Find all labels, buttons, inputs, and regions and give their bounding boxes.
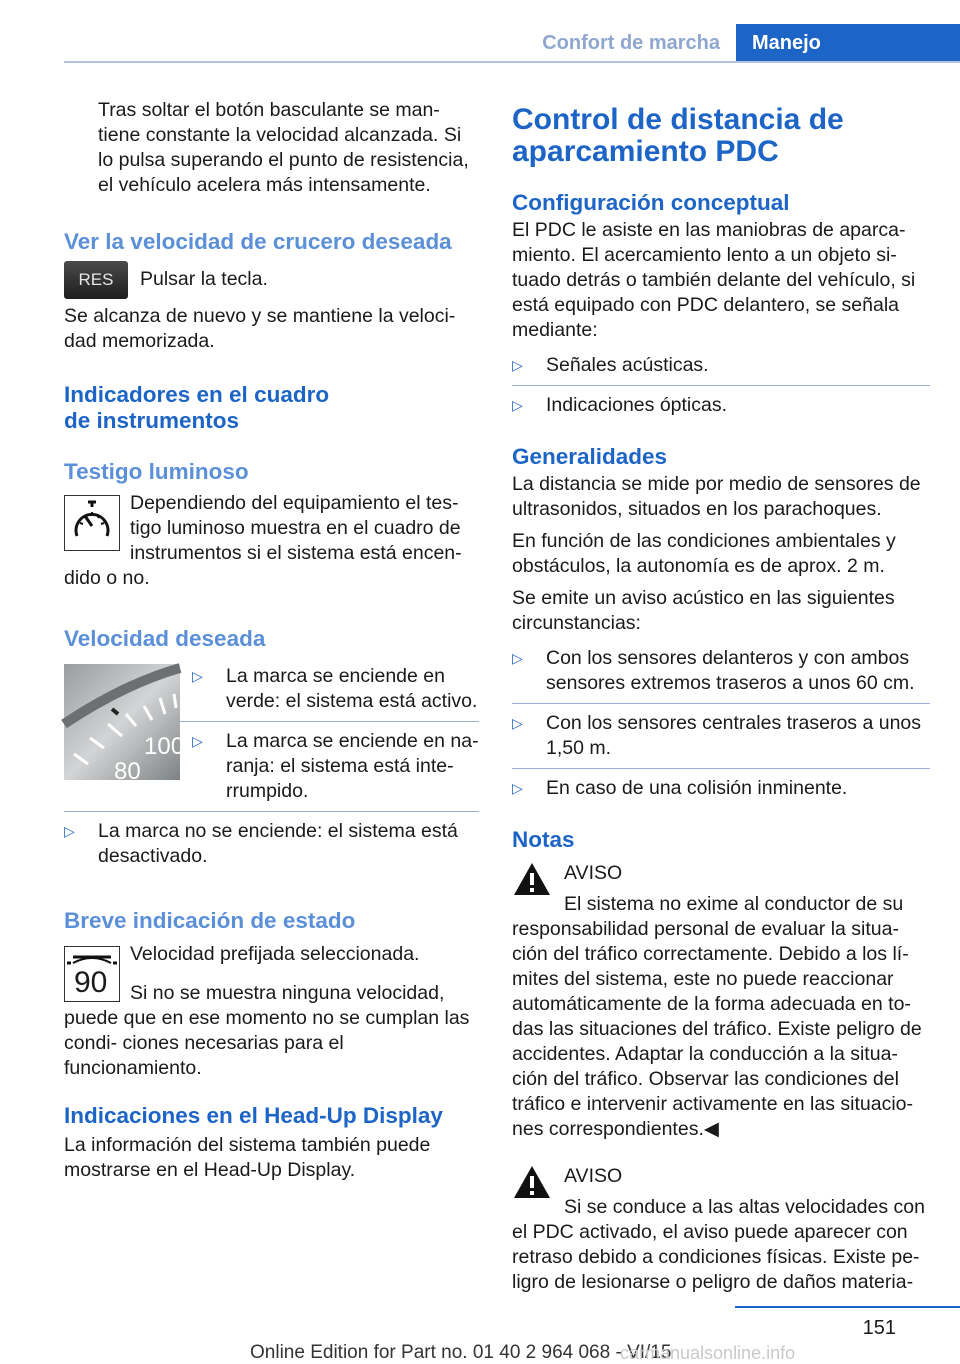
heading-indicators-line2: de instrumentos	[64, 408, 240, 433]
lamp-block	[64, 491, 479, 591]
intro-paragraph: Tras soltar el botón basculante se man‐ tiene constante la velocidad alcanzada. Si lo pulsa superando el punto de resistencia, el vehículo acelera más intensamente.	[98, 99, 469, 196]
warning-2-line1: Si se conduce a las altas velocidades con	[564, 1196, 925, 1218]
heading-hud: Indicaciones en el Head-Up Display	[64, 1103, 443, 1128]
warning-2-title: AVISO	[564, 1165, 623, 1187]
list-item	[512, 711, 930, 761]
page-number: 151	[862, 1317, 896, 1339]
list-item-text: La marca se enciende en na‐ ranja: el sistema está inte‐ rrumpido.	[226, 730, 479, 802]
list-divider	[64, 811, 479, 812]
general-paragraph-2: En función de las condiciones ambientales y obstáculos, la autonomía es de aprox. 2 m.	[512, 530, 896, 577]
left-column	[64, 98, 479, 1183]
warning-1-body: responsabilidad personal de evaluar la situa‐ ción del tráfico correctamente. Debido a los lí‐ mites del sistema, este no puede reaccionar automáticamente de la forma adecuada en to‐ das las situaciones del tráfico. Existe peligro de accidentes. Adaptar la conducción a la situa‐ ción del tráfico. Observar las condiciones del tráfico e intervenir activamente en las situacio‐ nes correspondientes.◀	[512, 918, 922, 1140]
status-icon-value: 90	[74, 966, 108, 999]
signal-list	[512, 353, 930, 418]
heading-indicators	[64, 382, 479, 434]
list-item-text: La marca se enciende en verde: el sistema está activo.	[226, 665, 478, 712]
list-item	[512, 776, 930, 801]
speedometer-image	[64, 664, 185, 785]
warning-note-2	[512, 1164, 930, 1295]
heading-desired-speed: Velocidad deseada	[64, 626, 266, 651]
status-block	[64, 942, 479, 999]
warning-conditions-list	[512, 646, 930, 801]
heading-general: Generalidades	[512, 444, 668, 469]
tab-confort-de-marcha[interactable]: Confort de marcha	[542, 31, 720, 54]
list-divider	[512, 703, 930, 704]
list-divider	[512, 385, 930, 386]
heading-notes: Notas	[512, 827, 575, 852]
list-item-text: En caso de una colisión inminente.	[546, 777, 848, 799]
footer-rule	[735, 1306, 960, 1308]
hud-paragraph: La información del sistema también puede mostrarse en el Head-Up Display.	[64, 1134, 431, 1181]
list-item-text: Indicaciones ópticas.	[546, 394, 728, 416]
lamp-text-line2: tigo luminoso muestra en el cuadro de	[130, 517, 461, 539]
list-item	[512, 353, 930, 378]
heading-status: Breve indicación de estado	[64, 908, 356, 933]
watermark: carmanualsonline.info	[620, 1343, 796, 1363]
recall-paragraph: Se alcanza de nuevo y se mantiene la veloci‐ dad memorizada.	[64, 305, 456, 352]
triangle-bullet-icon: ▷	[64, 823, 75, 839]
warning-triangle-icon	[512, 861, 552, 897]
list-divider	[512, 768, 930, 769]
heading-recall-speed: Ver la velocidad de crucero deseada	[64, 229, 452, 254]
lamp-text-line4: dido o no.	[64, 567, 150, 589]
edition-note: Online Edition for Part no. 01 40 2 964 068 - VI/15	[250, 1342, 672, 1363]
list-item	[192, 729, 479, 804]
heading-concept: Configuración conceptual	[512, 190, 790, 215]
heading-indicators-line1: Indicadores en el cuadro	[64, 382, 330, 407]
res-button-icon	[64, 261, 128, 299]
lamp-text-line3: instrumentos si el sistema está encen‐	[130, 542, 462, 564]
set-speed-status-icon	[64, 946, 120, 1002]
header-tabs	[542, 24, 960, 62]
warning-2-body: el PDC activado, el aviso puede aparecer con retraso debido a condiciones físicas. Existe pe‐ ligro de lesionarse o peligro de daños materia‐	[512, 1221, 920, 1293]
gauge-label-100: 100	[144, 733, 185, 760]
list-item-text: Señales acústicas.	[546, 354, 709, 376]
right-column	[512, 104, 930, 1295]
list-item	[192, 664, 479, 714]
warning-1-title: AVISO	[564, 862, 623, 884]
tab-manejo[interactable]: Manejo	[736, 24, 960, 62]
triangle-bullet-icon: ▷	[512, 397, 523, 413]
list-item-text: Con los sensores centrales traseros a unos 1,50 m.	[546, 712, 922, 759]
triangle-bullet-icon: ▷	[512, 357, 523, 373]
res-instruction: Pulsar la tecla.	[140, 268, 268, 290]
heading-warning-lamp: Testigo luminoso	[64, 459, 249, 484]
list-item	[512, 393, 930, 418]
header-divider	[64, 61, 960, 63]
list-item	[512, 646, 930, 696]
triangle-bullet-icon: ▷	[512, 780, 523, 796]
triangle-bullet-icon: ▷	[192, 668, 203, 684]
list-item	[64, 819, 479, 869]
triangle-bullet-icon: ▷	[512, 650, 523, 666]
status-text: Velocidad prefijada seleccionada.	[130, 943, 420, 965]
lamp-text-line1: Dependiendo del equipamiento el tes‐	[130, 492, 459, 514]
warning-triangle-icon	[512, 1164, 552, 1200]
warning-1-line1: El sistema no exime al conductor de su	[564, 893, 904, 915]
general-paragraph-3: Se emite un aviso acústico en las siguientes circunstancias:	[512, 587, 895, 634]
triangle-bullet-icon: ▷	[512, 715, 523, 731]
heading-pdc: Control de distancia de aparcamiento PDC	[512, 103, 844, 168]
desired-speed-block	[64, 664, 479, 804]
concept-paragraph: El PDC le asiste en las maniobras de aparca‐ miento. El acercamiento lento a un objeto si‐ tuado detrás o también delante del vehículo, si está equipado con PDC delantero, se señala mediante:	[512, 219, 916, 341]
status-note: Si no se muestra ninguna velocidad, puede que en ese momento no se cumplan las condi‐ ciones necesarias para el funcionamiento.	[64, 982, 470, 1079]
list-item-text: La marca no se enciende: el sistema está desactivado.	[98, 820, 458, 867]
gauge-label-80: 80	[114, 758, 141, 785]
triangle-bullet-icon: ▷	[192, 733, 203, 749]
warning-note-1	[512, 861, 930, 1142]
cruise-control-lamp-icon	[64, 495, 120, 551]
general-paragraph-1: La distancia se mide por medio de sensores de ultrasonidos, situados en los parachoques.	[512, 473, 921, 520]
res-row	[64, 267, 479, 292]
list-item-text: Con los sensores delanteros y con ambos sensores extremos traseros a unos 60 cm.	[546, 647, 915, 694]
res-label: RES	[78, 270, 114, 289]
